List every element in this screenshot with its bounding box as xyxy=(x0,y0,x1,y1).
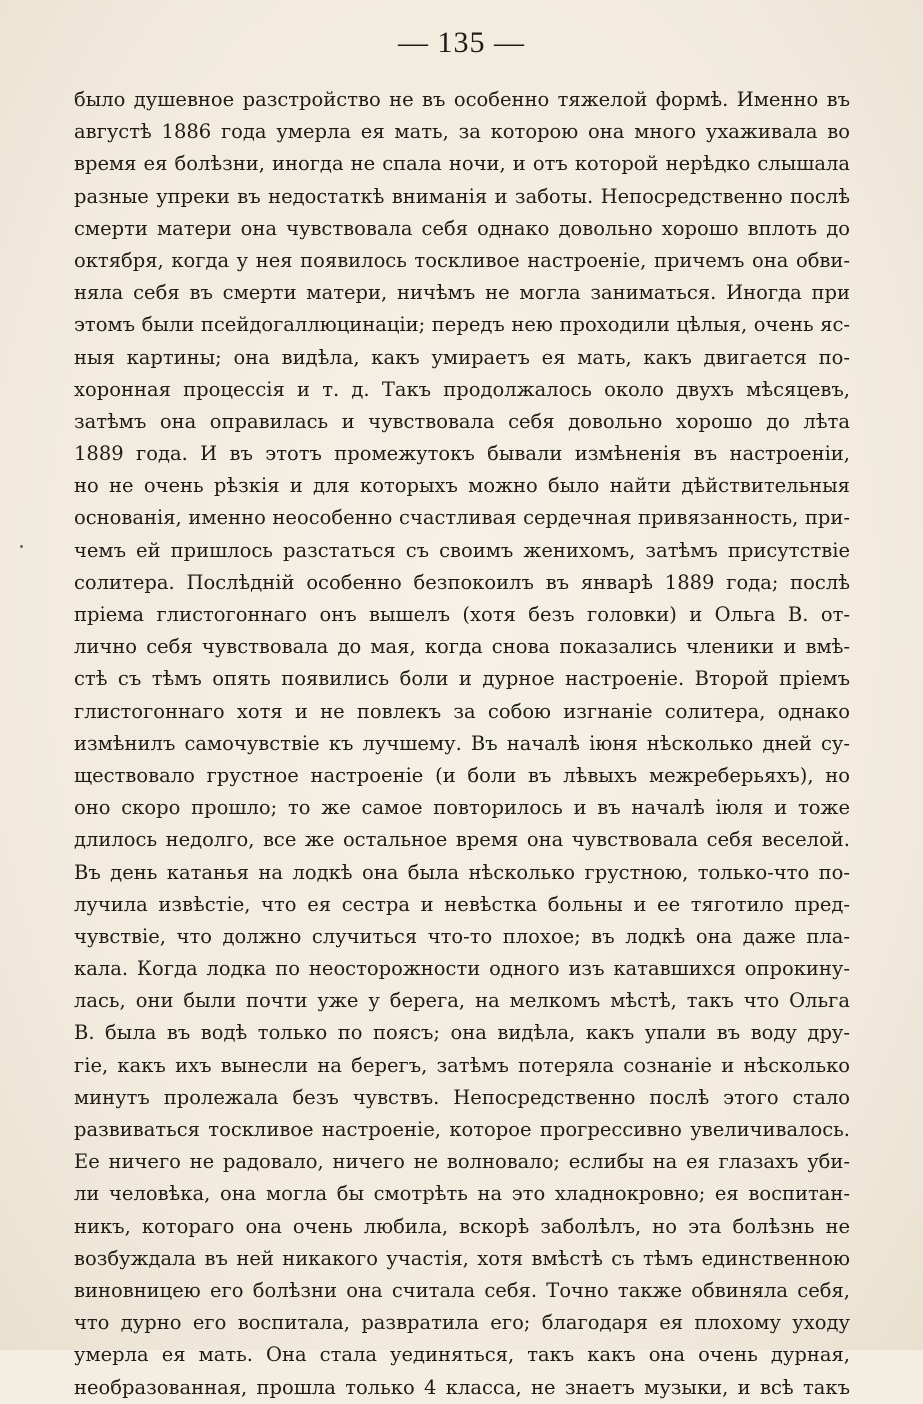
text-line: ли человѣка, она могла бы смотрѣть на это хладнокровно; ея воспитан- xyxy=(74,1182,850,1206)
text-line: развиваться тоскливое настроеніе, которое прогрессивно увеличивалось. xyxy=(74,1118,850,1141)
text-line: чувствіе, что должно случиться что-то плохое; въ лодкѣ она даже пла- xyxy=(74,924,850,948)
text-line: ныя картины; она видѣла, какъ умираетъ ея мать, какъ двигается по- xyxy=(74,345,850,369)
text-line: стѣ съ тѣмъ опять появились боли и дурное настроеніе. Второй пріемъ xyxy=(74,667,850,691)
text-line: длилось недолго, все же остальное время она чувствовала себя веселой. xyxy=(74,828,850,852)
text-line: чемъ ей пришлось разстаться съ своимъ женихомъ, затѣмъ присутствіе xyxy=(74,538,850,562)
text-line: няла себя въ смерти матери, ничѣмъ не могла заниматься. Иногда при xyxy=(74,281,850,305)
text-line: измѣнилъ самочувствіе къ лучшему. Въ началѣ іюня нѣсколько дней су- xyxy=(74,731,850,755)
text-line: 1889 года. И въ этотъ промежутокъ бывали измѣненія въ настроеніи, xyxy=(74,442,850,466)
scan-speck xyxy=(20,545,23,548)
text-line: оно скоро прошло; то же самое повторилось и въ началѣ іюля и тоже xyxy=(74,796,850,820)
page-number: — 135 — xyxy=(398,26,525,59)
text-line: лично себя чувствовала до мая, когда снова показались членики и вмѣ- xyxy=(74,635,850,659)
text-line: время ея болѣзни, иногда не спала ночи, и отъ которой нерѣдко слышала xyxy=(74,152,850,176)
text-line: затѣмъ она оправилась и чувствовала себя довольно хорошо до лѣта xyxy=(74,409,850,433)
text-line: этомъ были псейдогаллюцинаціи; передъ нею проходили цѣлыя, очень яс- xyxy=(74,313,850,337)
text-line: необразованная, прошла только 4 класса, не знаетъ музыки, и всѣ такъ xyxy=(74,1375,850,1399)
text-line: разные упреки въ недостаткѣ вниманія и заботы. Непосредственно послѣ xyxy=(74,184,850,208)
text-line: гіе, какъ ихъ вынесли на берегъ, затѣмъ потеряла сознаніе и нѣсколько xyxy=(74,1053,850,1077)
text-line: никъ, котораго она очень любила, вскорѣ заболѣлъ, но эта болѣзнь не xyxy=(74,1214,850,1238)
text-line: Въ день катанья на лодкѣ она была нѣсколько грустною, только-что по- xyxy=(74,860,850,884)
text-line: хоронная процессія и т. д. Такъ продолжалось около двухъ мѣсяцевъ, xyxy=(74,377,850,401)
text-line: основанія, именно неособенно счастливая сердечная привязанность, при- xyxy=(74,506,850,530)
text-line: смерти матери она чувствовала себя однако довольно хорошо вплоть до xyxy=(74,216,850,240)
text-line: возбуждала въ ней никакого участія, хотя вмѣстѣ съ тѣмъ единственною xyxy=(74,1246,850,1270)
text-line: пріема глистогоннаго онъ вышелъ (хотя безъ головки) и Ольга В. от- xyxy=(74,603,850,626)
text-line: было душевное разстройство не въ особенно тяжелой формѣ. Именно въ xyxy=(74,88,850,111)
text-line: виновницею его болѣзни она считала себя. Точно также обвиняла себя, xyxy=(74,1278,850,1302)
text-line: солитера. Послѣдній особенно безпокоилъ въ январѣ 1889 года; послѣ xyxy=(74,570,850,594)
text-line: умерла ея мать. Она стала уединяться, такъ какъ она очень дурная, xyxy=(74,1343,850,1367)
text-line: лась, они были почти уже у берега, на мелкомъ мѣстѣ, такъ что Ольга xyxy=(74,989,850,1013)
body-text xyxy=(74,84,850,1404)
text-line: глистогоннаго хотя и не повлекъ за собою изгнаніе солитера, однако xyxy=(74,699,850,723)
text-line: августѣ 1886 года умерла ея мать, за которою она много ухаживала во xyxy=(74,120,850,144)
text-line: кала. Когда лодка по неосторожности одного изъ катавшихся опрокину- xyxy=(74,957,850,981)
text-line: но не очень рѣзкія и для которыхъ можно было найти дѣйствительныя xyxy=(74,474,850,498)
text-line: октября, когда у нея появилось тоскливое настроеніе, причемъ она обви- xyxy=(74,248,850,272)
text-line: Ее ничего не радовало, ничего не волновало; еслибы на ея глазахъ уби- xyxy=(74,1150,850,1174)
text-line: лучила извѣстіе, что ея сестра и невѣстка больны и ее тяготило пред- xyxy=(74,892,850,916)
text-line: минутъ пролежала безъ чувствъ. Непосредственно послѣ этого стало xyxy=(74,1085,850,1109)
text-line: что дурно его воспитала, развратила его; благодаря ея плохому уходу xyxy=(74,1311,850,1335)
text-line: ществовало грустное настроеніе (и боли въ лѣвыхъ межреберьяхъ), но xyxy=(74,763,850,787)
text-line: В. была въ водѣ только по поясъ; она видѣла, какъ упали въ воду дру- xyxy=(74,1021,850,1045)
